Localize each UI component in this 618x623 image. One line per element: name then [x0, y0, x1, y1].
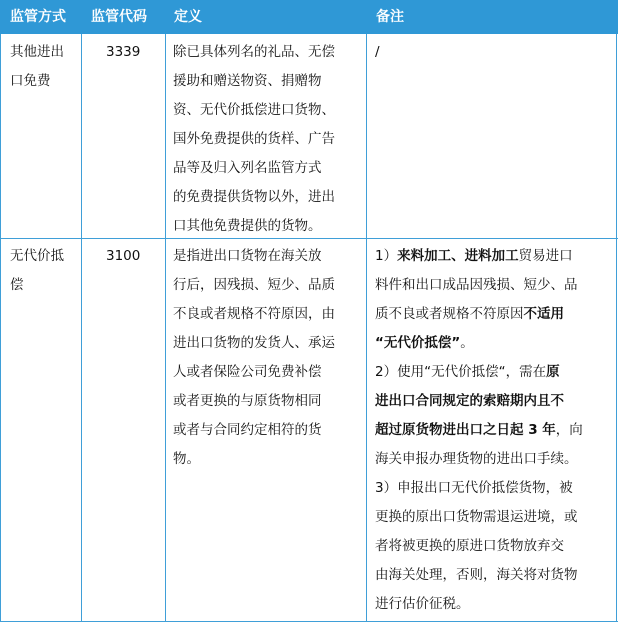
remark-line	[375, 300, 615, 329]
mode-line: 口免费	[10, 73, 51, 89]
remark-bold-text: 、	[451, 248, 465, 264]
remark-line	[375, 329, 615, 358]
remark-bold-text: 来料加工	[397, 248, 452, 264]
remark-text: ，向	[555, 422, 583, 438]
definition-line: 不良或者规格不符原因，由	[173, 306, 335, 322]
grid-line	[616, 34, 617, 621]
mode-line: 偿	[10, 277, 24, 293]
table-header-row	[0, 0, 618, 34]
remark-line	[375, 242, 615, 271]
remark-line: 海关申报办理货物的进出口手续。	[375, 451, 578, 467]
grid-line	[0, 34, 1, 621]
definition-line: 除已具体列名的礼品、无偿	[173, 44, 335, 60]
definition-line: 行后，因残损、短少、品质	[173, 277, 335, 293]
definition-line: 是指进出口货物在海关放	[173, 248, 322, 264]
remark-line	[375, 416, 615, 445]
grid-line	[81, 34, 82, 621]
remark-line: 由海关处理，否则，海关将对货物	[375, 567, 578, 583]
table-row-2-remark	[375, 242, 615, 619]
definition-line: 口其他免费提供的货物。	[173, 218, 322, 234]
remark-text: 2）使用“无代价抵偿“，需在	[375, 364, 547, 380]
definition-line: 或者更换的与原货物相同	[173, 393, 322, 409]
header-remark: 备注	[376, 9, 404, 25]
mode-line: 其他进出	[10, 44, 64, 60]
remark-text: 1）	[375, 248, 398, 264]
definition-line: 援助和赠送物资、捐赠物	[173, 73, 322, 89]
definition-line: 物。	[173, 451, 200, 467]
table-row-2-code: 3100	[106, 248, 141, 264]
definition-line: 的免费提供货物以外，进出	[173, 189, 335, 205]
table-row-1-mode	[10, 38, 78, 96]
remark-line: 更换的原出口货物需退运进境，或	[375, 509, 578, 525]
definition-line: 或者与合同约定相符的货	[173, 422, 322, 438]
remark-text: 贸易进口	[518, 248, 573, 264]
remark-line: 进出口合同规定的索赔期内且不	[375, 393, 564, 409]
definition-line: 进出口货物的发货人、承运	[173, 335, 335, 351]
table-row-1-code: 3339	[106, 44, 141, 60]
remark-line: 3）申报出口无代价抵偿货物，被	[375, 480, 573, 496]
remark-line	[375, 358, 615, 387]
definition-line: 资、无代价抵偿进口货物、	[173, 102, 335, 118]
remark-text: 质不良或者规格不符原因	[375, 306, 524, 322]
remark-text: 。	[460, 335, 474, 351]
remark-bold-text: 进料加工	[464, 248, 519, 264]
header-mode: 监管方式	[10, 9, 66, 25]
definition-line: 人或者保险公司免费补偿	[173, 364, 322, 380]
row-divider	[0, 621, 618, 622]
header-definition: 定义	[174, 9, 202, 25]
mode-line: 无代价抵	[10, 248, 64, 264]
definition-line: 品等及归入列名监管方式	[173, 160, 322, 176]
remark-line: 进行估价征税。	[375, 596, 470, 612]
grid-line	[366, 34, 367, 621]
remark-bold-text: “无代价抵偿”	[375, 335, 461, 351]
grid-line	[165, 34, 166, 621]
remark-bold-text: 超过原货物进出口之日起 3 年	[375, 422, 556, 438]
table-row-1-remark: /	[375, 44, 380, 60]
definition-line: 国外免费提供的货样、广告	[173, 131, 335, 147]
table-row-1-definition	[173, 38, 363, 241]
header-code: 监管代码	[91, 9, 147, 25]
remark-line: 料件和出口成品因残损、短少、品	[375, 277, 578, 293]
table-row-2-definition	[173, 242, 363, 474]
remark-bold-text: 不适用	[523, 306, 564, 322]
remark-line: 者将被更换的原进口货物放弃交	[375, 538, 564, 554]
remark-bold-text: 原	[546, 364, 560, 380]
table-row-2-mode	[10, 242, 78, 300]
